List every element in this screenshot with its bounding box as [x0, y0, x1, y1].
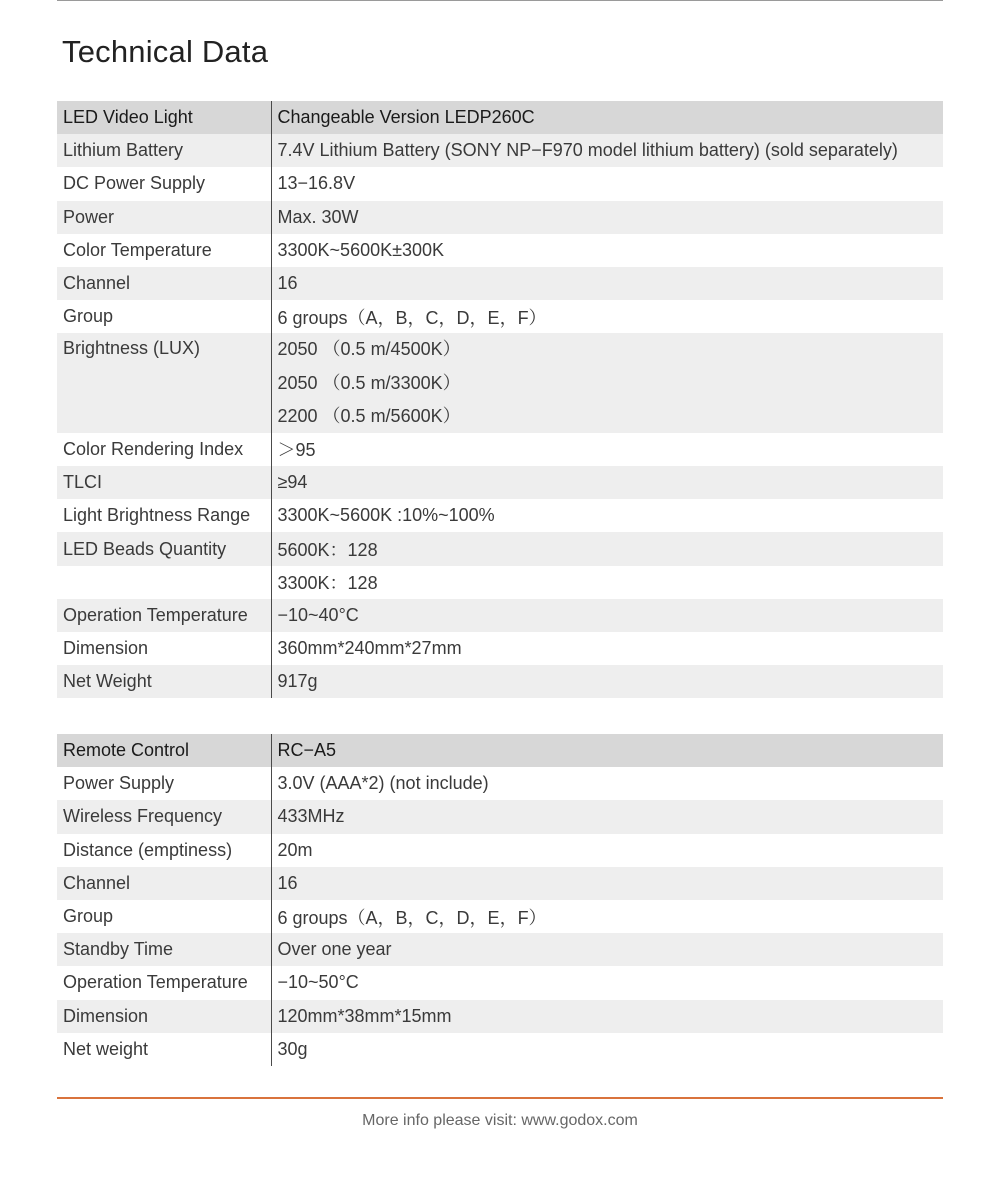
spec-label: Net Weight — [57, 665, 271, 698]
header-value: Changeable Version LEDP260C — [271, 101, 943, 134]
table-header-row — [57, 734, 943, 767]
spec-value: 3300K~5600K±300K — [271, 234, 943, 267]
spec-label: Power Supply — [57, 767, 271, 800]
spec-label: Operation Temperature — [57, 966, 271, 999]
spec-label: Operation Temperature — [57, 599, 271, 632]
spec-value: 6 groups（A，B，C，D，E，F） — [271, 900, 943, 933]
spec-value: 360mm*240mm*27mm — [271, 632, 943, 665]
table-row — [57, 566, 943, 599]
spec-label: Color Rendering Index — [57, 433, 271, 466]
table-row — [57, 665, 943, 698]
table-row — [57, 134, 943, 167]
spec-value: 433MHz — [271, 800, 943, 833]
spec-label: Color Temperature — [57, 234, 271, 267]
spec-label: Wireless Frequency — [57, 800, 271, 833]
spec-label: Channel — [57, 867, 271, 900]
spec-value: −10~50°C — [271, 966, 943, 999]
table-header-row — [57, 101, 943, 134]
table-row — [57, 532, 943, 565]
spec-value: 120mm*38mm*15mm — [271, 1000, 943, 1033]
spec-label: Net weight — [57, 1033, 271, 1066]
spec-value: 13−16.8V — [271, 167, 943, 200]
table-row — [57, 234, 943, 267]
spec-label: Group — [57, 900, 271, 933]
table-row — [57, 933, 943, 966]
spec-label: Distance (emptiness) — [57, 834, 271, 867]
remote-control-spec-table — [57, 734, 943, 1066]
spec-label: LED Beads Quantity — [57, 532, 271, 565]
table-row — [57, 201, 943, 234]
spec-label: Power — [57, 201, 271, 234]
table-row — [57, 632, 943, 665]
spec-label — [57, 566, 271, 599]
spec-value: 6 groups（A，B，C，D，E，F） — [271, 300, 943, 333]
spec-label: Group — [57, 300, 271, 333]
spec-value: 30g — [271, 1033, 943, 1066]
table-row — [57, 1033, 943, 1066]
spec-value-line: 2050 （0.5 m/4500K） — [277, 339, 461, 360]
table-row — [57, 267, 943, 300]
table-row — [57, 834, 943, 867]
spec-value: −10~40°C — [271, 599, 943, 632]
spec-value: ＞95 — [271, 433, 943, 466]
table-row — [57, 466, 943, 499]
table-row — [57, 767, 943, 800]
footer-divider — [57, 1097, 943, 1099]
table-row — [57, 900, 943, 933]
spec-label: Light Brightness Range — [57, 499, 271, 532]
table-row — [57, 433, 943, 466]
table-row — [57, 800, 943, 833]
led-video-light-spec-table — [57, 101, 943, 698]
table-row — [57, 499, 943, 532]
spec-label: Dimension — [57, 632, 271, 665]
spec-label: Standby Time — [57, 933, 271, 966]
spec-label: Dimension — [57, 1000, 271, 1033]
header-value: RC−A5 — [271, 734, 943, 767]
spec-value: 16 — [271, 867, 943, 900]
spec-label: TLCI — [57, 466, 271, 499]
header-label: LED Video Light — [57, 101, 271, 134]
spec-value: 3300K~5600K :10%~100% — [271, 499, 943, 532]
spec-value: 917g — [271, 665, 943, 698]
table-row — [57, 167, 943, 200]
spec-value-line: 2050 （0.5 m/3300K） — [277, 372, 461, 393]
spec-value: Over one year — [271, 933, 943, 966]
table-row — [57, 1000, 943, 1033]
spec-value: 3.0V (AAA*2) (not include) — [271, 767, 943, 800]
top-divider — [57, 0, 943, 1]
spec-value-line: 2200 （0.5 m/5600K） — [277, 405, 461, 426]
spec-value: 5600K：128 — [271, 532, 943, 565]
header-label: Remote Control — [57, 734, 271, 767]
page-title: Technical Data — [62, 34, 269, 69]
spec-label: Channel — [57, 267, 271, 300]
table-row — [57, 599, 943, 632]
spec-value: 16 — [271, 267, 943, 300]
table-row — [57, 966, 943, 999]
table-row — [57, 300, 943, 333]
spec-value: Max. 30W — [271, 201, 943, 234]
footer-link-text[interactable]: More info please visit: www.godox.com — [362, 1112, 638, 1129]
spec-label: Lithium Battery — [57, 134, 271, 167]
spec-value: 7.4V Lithium Battery (SONY NP−F970 model lithium battery) (sold separately) — [271, 134, 943, 167]
spec-label: DC Power Supply — [57, 167, 271, 200]
spec-value: 3300K：128 — [271, 566, 943, 599]
table-row-multiline — [57, 333, 943, 433]
spec-label: Brightness (LUX) — [57, 333, 271, 433]
spec-value: ≥94 — [271, 466, 943, 499]
spec-value-group — [271, 333, 943, 433]
spec-value: 20m — [271, 834, 943, 867]
table-row — [57, 867, 943, 900]
